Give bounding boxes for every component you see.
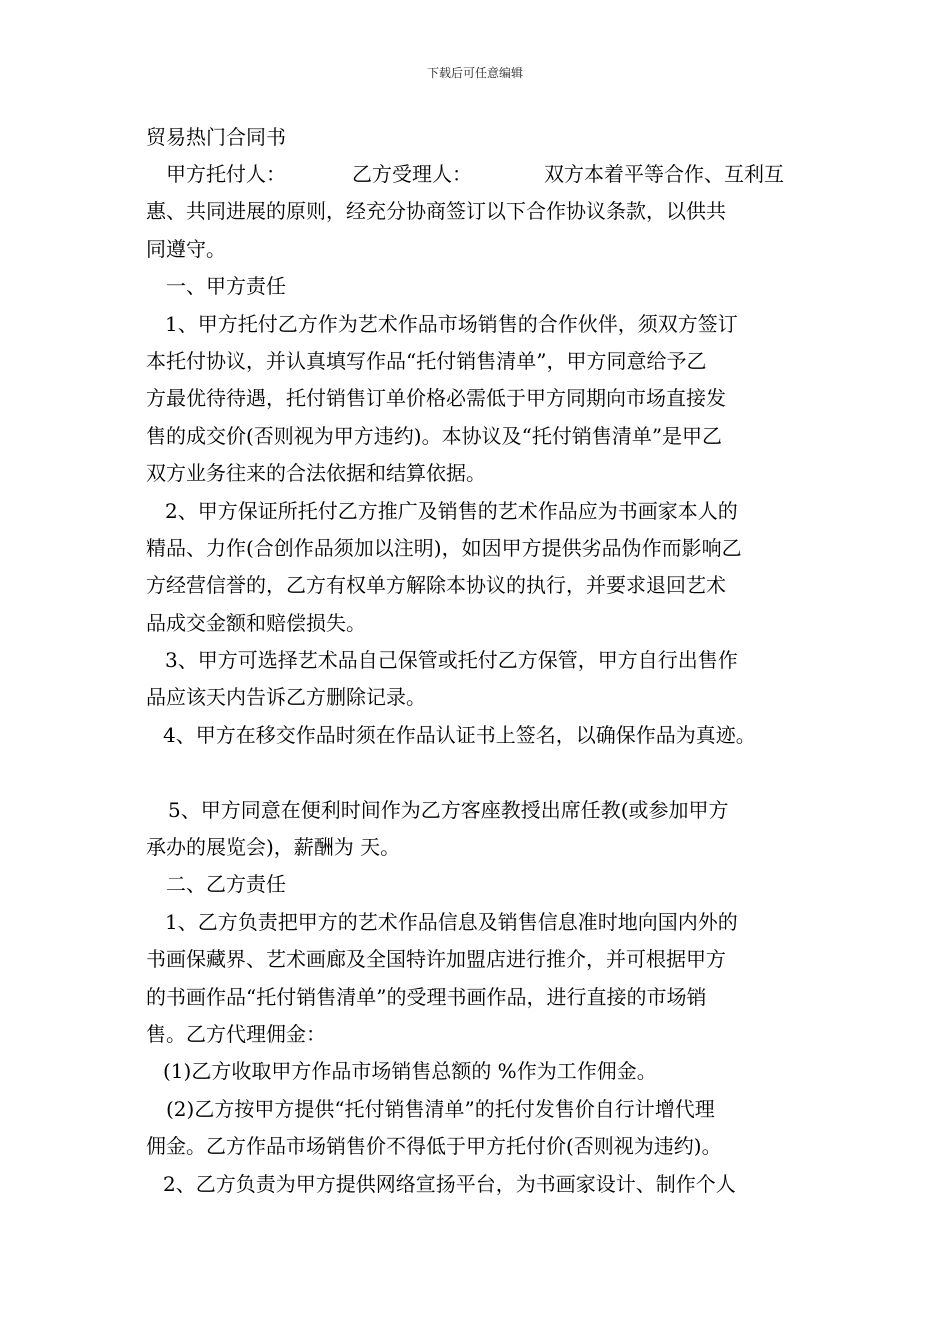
paragraph-line: 本托付协议，并认真填写作品“托付销售清单”，甲方同意给予乙 bbox=[146, 348, 707, 373]
paragraph-line: 1、乙方负责把甲方的艺术作品信息及销售信息准时地向国内外的 bbox=[165, 909, 738, 934]
paragraph-line: 2、甲方保证所托付乙方推广及销售的艺术作品应为书画家本人的 bbox=[165, 498, 738, 523]
section-heading: 一、甲方责任 bbox=[166, 274, 286, 299]
document-title: 贸易热门合同书 bbox=[146, 125, 286, 149]
paragraph-line: 承办的展览会)，薪酬为 天。 bbox=[146, 835, 401, 860]
paragraph-line: 4、甲方在移交作品时须在作品认证书上签名，以确保作品为真迹。 bbox=[163, 722, 756, 747]
paragraph-line: 品应该天内告诉乙方删除记录。 bbox=[146, 685, 426, 710]
paragraph-line: 售。乙方代理佣金： bbox=[146, 1021, 326, 1046]
paragraph-line: (1)乙方收取甲方作品市场销售总额的 %作为工作佣金。 bbox=[163, 1059, 657, 1084]
paragraph-line: 方最优待待遇，托付销售订单价格必需低于甲方同期向市场直接发 bbox=[146, 386, 726, 411]
intro-text: 双方本着平等合作、互利互 bbox=[544, 162, 784, 186]
paragraph-line: 方经营信誉的，乙方有权单方解除本协议的执行，并要求退回艺术 bbox=[146, 573, 726, 598]
paragraph-line: 佣金。乙方作品市场销售价不得低于甲方托付价(否则视为违约)。 bbox=[146, 1134, 722, 1159]
document-body bbox=[146, 156, 818, 1203]
paragraph-line: (2)乙方按甲方提供“托付销售清单”的托付发售价自行计增代理 bbox=[166, 1096, 715, 1121]
party-a-label: 甲方托付人： bbox=[166, 162, 286, 186]
paragraph-line: 同遵守。 bbox=[146, 236, 226, 261]
paragraph-line: 2、乙方负责为甲方提供网络宣扬平台，为书画家设计、制作个人 bbox=[163, 1171, 736, 1196]
paragraph-line: 品成交金额和赔偿损失。 bbox=[146, 610, 366, 635]
parties-line bbox=[146, 156, 818, 193]
paragraph-line: 1、甲方托付乙方作为艺术作品市场销售的合作伙伴，须双方签订 bbox=[165, 311, 738, 336]
blank-line bbox=[146, 754, 818, 791]
section-heading: 二、乙方责任 bbox=[166, 872, 286, 897]
paragraph-line: 的书画作品“托付销售清单”的受理书画作品，进行直接的市场销 bbox=[146, 984, 707, 1009]
paragraph-line: 书画保藏界、艺术画廊及全国特许加盟店进行推介，并可根据甲方 bbox=[146, 947, 726, 972]
paragraph-line: 3、甲方可选择艺术品自己保管或托付乙方保管，甲方自行出售作 bbox=[165, 648, 738, 673]
paragraph-line: 精品、力作(合创作品须加以注明)，如因甲方提供劣品伪作而影响乙 bbox=[146, 535, 742, 560]
party-b-label: 乙方受理人： bbox=[352, 162, 472, 186]
page-header: 下载后可任意编辑 bbox=[426, 66, 523, 80]
paragraph-line: 惠、共同进展的原则，经充分协商签订以下合作协议条款，以供共 bbox=[146, 199, 726, 224]
paragraph-line: 双方业务往来的合法依据和结算依据。 bbox=[146, 461, 486, 486]
paragraph-line: 售的成交价(否则视为甲方违约)。本协议及“托付销售清单”是甲乙 bbox=[146, 423, 723, 448]
paragraph-line: 5、甲方同意在便利时间作为乙方客座教授出席任教(或参加甲方 bbox=[168, 797, 729, 822]
